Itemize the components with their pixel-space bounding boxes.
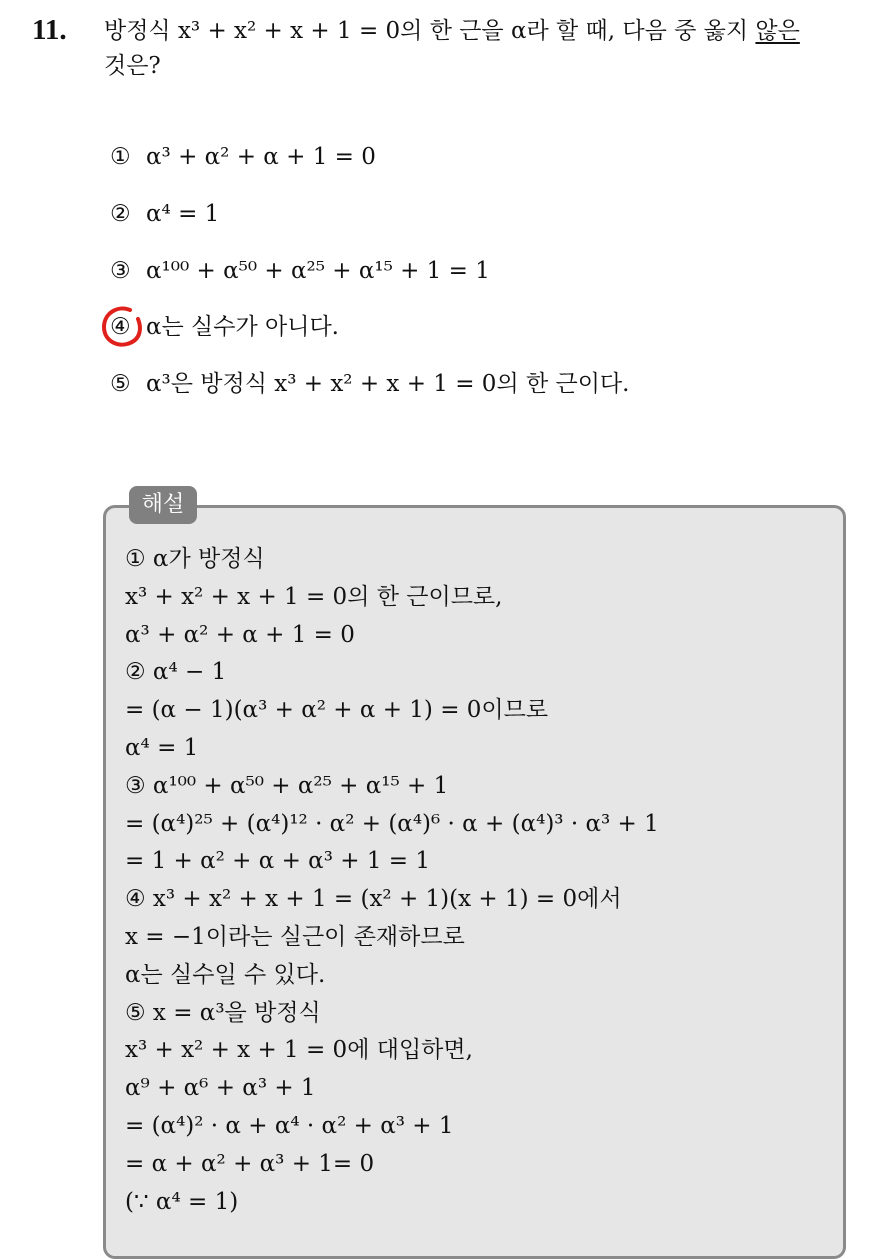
option-5[interactable]	[110, 369, 629, 399]
solution-line: α³ + α² + α + 1 = 0	[125, 621, 355, 648]
question-line-1: 방정식 x³ + x² + x + 1 = 0의 한 근을 α라 할 때, 다음 중 옳지	[104, 18, 756, 44]
solution-line: = (α⁴)² · α + α⁴ · α² + α³ + 1	[125, 1112, 454, 1139]
solution-line: = (α − 1)(α³ + α² + α + 1) = 0이므로	[125, 697, 549, 724]
solution-line: x³ + x² + x + 1 = 0의 한 근이므로,	[125, 583, 503, 610]
solution-line: = 1 + α² + α + α³ + 1 = 1	[125, 848, 430, 875]
solution-label: 해설	[129, 486, 197, 524]
solution-line: α⁴ = 1	[125, 734, 199, 761]
option-5-text: α³은 방정식 x³ + x² + x + 1 = 0의 한 근이다.	[146, 371, 630, 397]
option-4[interactable]	[110, 312, 339, 342]
solution-line: x³ + x² + x + 1 = 0에 대입하면,	[125, 1037, 473, 1064]
solution-line: ② α⁴ − 1	[125, 659, 227, 686]
option-5-mark: ⑤	[110, 371, 131, 397]
hand-drawn-circle-icon	[100, 305, 144, 349]
option-1[interactable]	[110, 142, 376, 172]
option-1-text: α³ + α² + α + 1 = 0	[146, 144, 376, 170]
option-2-text: α⁴ = 1	[146, 201, 220, 227]
solution-line: α⁹ + α⁶ + α³ + 1	[125, 1075, 316, 1102]
option-2-mark: ②	[110, 201, 131, 227]
solution-line: ① α가 방정식	[125, 546, 265, 572]
underlined-word: 않은	[755, 18, 800, 44]
question-line-2: 것은?	[104, 53, 161, 79]
option-4-mark: ④	[110, 314, 131, 340]
solution-line: ④ x³ + x² + x + 1 = (x² + 1)(x + 1) = 0에서	[125, 886, 622, 913]
option-3[interactable]	[110, 256, 490, 286]
question-number: 11.	[32, 14, 67, 46]
solution-line: x = −1이라는 실근이 존재하므로	[125, 923, 465, 950]
solution-line: ③ α¹⁰⁰ + α⁵⁰ + α²⁵ + α¹⁵ + 1	[125, 772, 449, 799]
solution-line: = (α⁴)²⁵ + (α⁴)¹² · α² + (α⁴)⁶ · α + (α⁴)³ · α³ + 1	[125, 810, 659, 837]
option-3-mark: ③	[110, 258, 131, 284]
solution-line: ⑤ x = α³을 방정식	[125, 999, 321, 1026]
solution-body	[125, 541, 825, 1221]
option-1-mark: ①	[110, 144, 131, 170]
option-4-text: α는 실수가 아니다.	[146, 314, 339, 340]
option-2[interactable]	[110, 199, 219, 229]
option-3-text: α¹⁰⁰ + α⁵⁰ + α²⁵ + α¹⁵ + 1 = 1	[146, 258, 490, 284]
solution-line: (∵ α⁴ = 1)	[125, 1188, 239, 1215]
question-text	[104, 14, 864, 84]
solution-line: = α + α² + α³ + 1= 0	[125, 1150, 375, 1177]
solution-line: α는 실수일 수 있다.	[125, 961, 326, 988]
